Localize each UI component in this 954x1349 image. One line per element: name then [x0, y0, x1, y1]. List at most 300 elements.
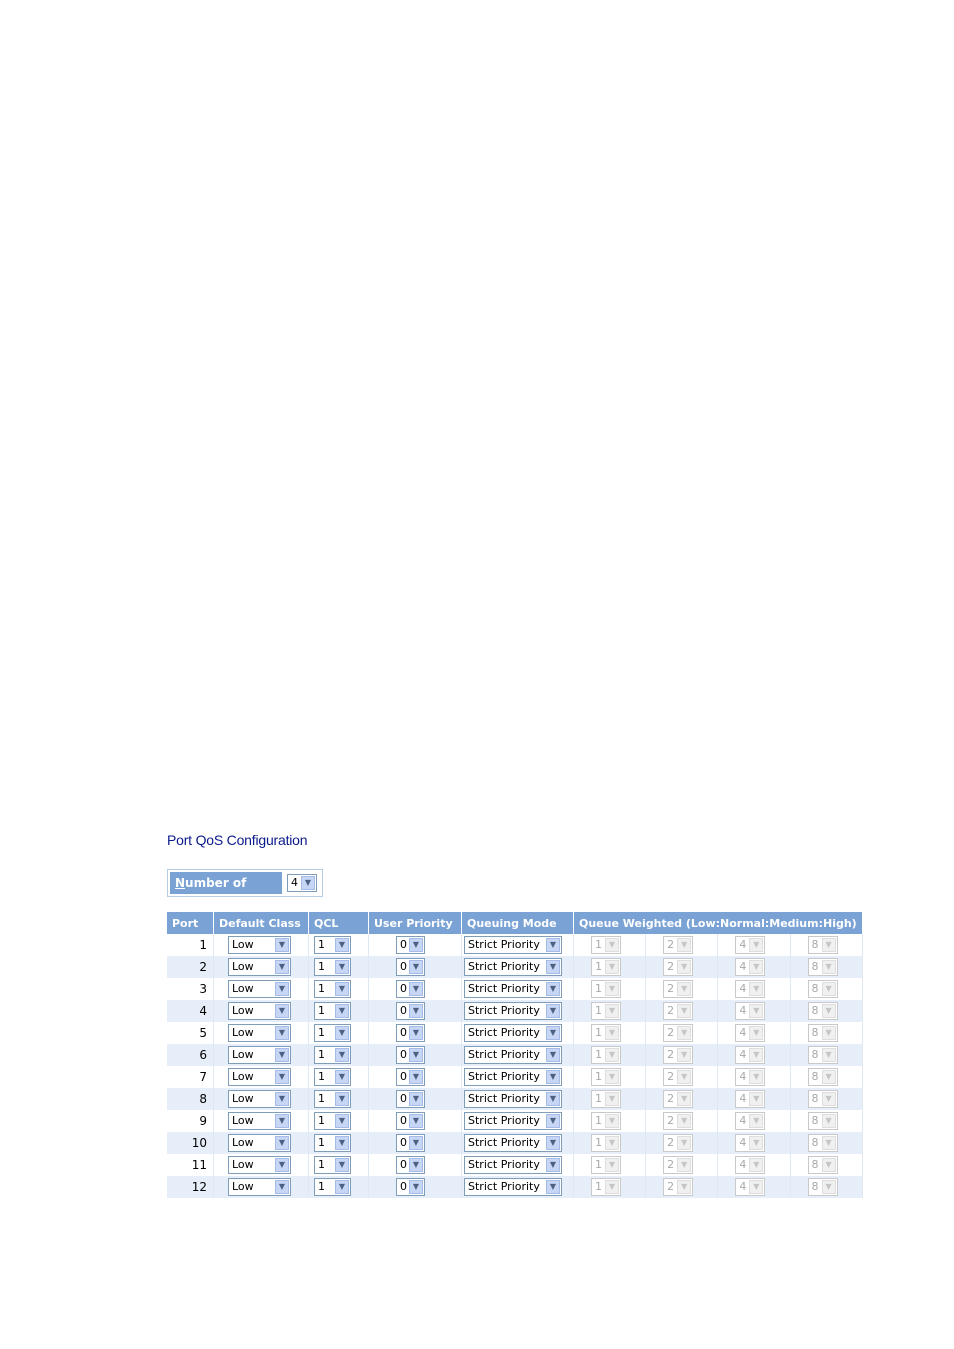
chevron-down-icon: ▼ [749, 1180, 763, 1194]
col-user-priority: User Priority [369, 912, 462, 934]
default-class-cell [214, 1022, 309, 1044]
default-class-cell [214, 1066, 309, 1088]
user-priority-select[interactable] [396, 1134, 425, 1152]
user-priority-value: 0 [400, 1004, 407, 1017]
weight-low-value: 1 [595, 938, 602, 951]
chevron-down-icon: ▼ [275, 960, 289, 974]
number-of-classes-value: 4 [291, 876, 298, 889]
weight-normal-value: 2 [667, 1026, 675, 1039]
weight-medium-value: 4 [739, 1136, 747, 1149]
chevron-down-icon: ▼ [749, 1026, 763, 1040]
weight-low-select [591, 1134, 621, 1152]
user-priority-select[interactable] [396, 1178, 425, 1196]
weight-normal-cell [646, 978, 718, 1000]
default-class-cell [214, 1044, 309, 1066]
weight-medium-value: 4 [739, 1180, 747, 1193]
queuing-mode-select[interactable] [464, 958, 562, 976]
chevron-down-icon: ▼ [275, 938, 289, 952]
chevron-down-icon: ▼ [605, 1070, 619, 1084]
weight-low-cell [574, 1088, 646, 1110]
user-priority-select[interactable] [396, 1090, 425, 1108]
weight-normal-select [663, 1156, 693, 1174]
user-priority-value: 0 [400, 938, 407, 951]
weight-medium-select [735, 958, 765, 976]
chevron-down-icon: ▼ [546, 1004, 560, 1018]
chevron-down-icon: ▼ [677, 982, 691, 996]
qcl-value: 1 [318, 1048, 325, 1061]
queuing-mode-value: Strict Priority [468, 1026, 540, 1039]
weight-high-cell [790, 1132, 862, 1154]
table-row [167, 934, 862, 956]
weight-low-cell [574, 1066, 646, 1088]
weight-high-select [808, 1112, 838, 1130]
weight-high-cell [790, 1022, 862, 1044]
qcl-select[interactable] [314, 980, 351, 998]
weight-normal-value: 2 [667, 1158, 675, 1171]
table-row [167, 1110, 862, 1132]
default-class-cell [214, 978, 309, 1000]
qcl-cell [309, 978, 369, 1000]
default-class-cell [214, 956, 309, 978]
weight-low-cell [574, 1176, 646, 1198]
qcl-select[interactable] [314, 1134, 351, 1152]
weight-low-select [591, 958, 621, 976]
default-class-value: Low [232, 960, 254, 973]
queuing-mode-value: Strict Priority [468, 982, 540, 995]
chevron-down-icon: ▼ [822, 1048, 836, 1062]
weight-medium-cell [718, 1088, 790, 1110]
chevron-down-icon: ▼ [409, 982, 423, 996]
weight-normal-select [663, 936, 693, 954]
table-header-row [167, 912, 862, 934]
qcl-select[interactable] [314, 1090, 351, 1108]
default-class-select[interactable] [228, 1156, 291, 1174]
qcl-cell [309, 1066, 369, 1088]
queuing-mode-select[interactable] [464, 1068, 562, 1086]
chevron-down-icon: ▼ [677, 1048, 691, 1062]
weight-normal-select [663, 958, 693, 976]
weight-medium-cell [718, 1132, 790, 1154]
qcl-cell [309, 934, 369, 956]
chevron-down-icon: ▼ [605, 960, 619, 974]
queuing-mode-cell [462, 1110, 574, 1132]
user-priority-cell [369, 1066, 462, 1088]
default-class-select[interactable] [228, 1024, 291, 1042]
chevron-down-icon: ▼ [677, 1004, 691, 1018]
weight-low-value: 1 [595, 1070, 602, 1083]
page-title: Port QoS Configuration [167, 832, 308, 848]
queuing-mode-select[interactable] [464, 1002, 562, 1020]
weight-low-select [591, 1068, 621, 1086]
chevron-down-icon: ▼ [749, 1004, 763, 1018]
weight-normal-cell [646, 1088, 718, 1110]
chevron-down-icon: ▼ [335, 1070, 349, 1084]
qcl-select[interactable] [314, 1178, 351, 1196]
chevron-down-icon: ▼ [335, 1136, 349, 1150]
queuing-mode-cell [462, 1154, 574, 1176]
user-priority-value: 0 [400, 960, 407, 973]
chevron-down-icon: ▼ [546, 1136, 560, 1150]
number-of-classes-select[interactable] [287, 874, 317, 892]
weight-low-cell [574, 1022, 646, 1044]
weight-medium-select [735, 1090, 765, 1108]
chevron-down-icon: ▼ [822, 1136, 836, 1150]
weight-normal-cell [646, 1044, 718, 1066]
chevron-down-icon: ▼ [546, 1070, 560, 1084]
queuing-mode-select[interactable] [464, 1046, 562, 1064]
chevron-down-icon: ▼ [749, 938, 763, 952]
user-priority-cell [369, 1176, 462, 1198]
weight-medium-cell [718, 1044, 790, 1066]
weight-normal-value: 2 [667, 1180, 675, 1193]
chevron-down-icon: ▼ [409, 1114, 423, 1128]
default-class-select[interactable] [228, 1068, 291, 1086]
chevron-down-icon: ▼ [605, 1048, 619, 1062]
qcl-select[interactable] [314, 958, 351, 976]
port-number: 4 [167, 1000, 214, 1022]
weight-high-value: 8 [811, 1114, 819, 1127]
chevron-down-icon: ▼ [605, 1158, 619, 1172]
queuing-mode-cell [462, 934, 574, 956]
user-priority-value: 0 [400, 1180, 407, 1193]
weight-normal-cell [646, 1110, 718, 1132]
weight-normal-select [663, 1046, 693, 1064]
weight-normal-value: 2 [667, 938, 675, 951]
table-row [167, 1154, 862, 1176]
weight-normal-value: 2 [667, 960, 675, 973]
chevron-down-icon: ▼ [749, 1048, 763, 1062]
chevron-down-icon: ▼ [822, 1180, 836, 1194]
weight-high-select [808, 1178, 838, 1196]
table-row [167, 1000, 862, 1022]
user-priority-select[interactable] [396, 958, 425, 976]
default-class-cell [214, 1110, 309, 1132]
queuing-mode-value: Strict Priority [468, 1180, 540, 1193]
qcl-value: 1 [318, 1026, 325, 1039]
qcl-select[interactable] [314, 1112, 351, 1130]
weight-high-select [808, 980, 838, 998]
chevron-down-icon: ▼ [546, 1048, 560, 1062]
weight-low-cell [574, 1132, 646, 1154]
user-priority-cell [369, 956, 462, 978]
queuing-mode-select[interactable] [464, 1178, 562, 1196]
port-number: 3 [167, 978, 214, 1000]
chevron-down-icon: ▼ [275, 1004, 289, 1018]
chevron-down-icon: ▼ [749, 1136, 763, 1150]
chevron-down-icon: ▼ [546, 1158, 560, 1172]
chevron-down-icon: ▼ [546, 1114, 560, 1128]
weight-low-cell [574, 934, 646, 956]
default-class-select[interactable] [228, 958, 291, 976]
col-default-class: Default Class [214, 912, 309, 934]
queuing-mode-value: Strict Priority [468, 1004, 540, 1017]
default-class-select[interactable] [228, 1134, 291, 1152]
weight-high-cell [790, 1044, 862, 1066]
port-number: 11 [167, 1154, 214, 1176]
chevron-down-icon: ▼ [822, 1004, 836, 1018]
weight-medium-value: 4 [739, 1114, 747, 1127]
chevron-down-icon: ▼ [335, 960, 349, 974]
queuing-mode-select[interactable] [464, 1156, 562, 1174]
weight-normal-cell [646, 1154, 718, 1176]
weight-medium-select [735, 1024, 765, 1042]
weight-medium-value: 4 [739, 1092, 747, 1105]
chevron-down-icon: ▼ [546, 1092, 560, 1106]
weight-medium-cell [718, 1066, 790, 1088]
chevron-down-icon: ▼ [677, 1092, 691, 1106]
weight-medium-cell [718, 1000, 790, 1022]
qcl-cell [309, 1132, 369, 1154]
col-qcl: QCL [309, 912, 369, 934]
table-row [167, 1088, 862, 1110]
weight-medium-value: 4 [739, 1070, 747, 1083]
chevron-down-icon: ▼ [822, 1092, 836, 1106]
chevron-down-icon: ▼ [605, 1026, 619, 1040]
user-priority-cell [369, 978, 462, 1000]
default-class-cell [214, 1132, 309, 1154]
user-priority-cell [369, 1132, 462, 1154]
weight-medium-select [735, 1134, 765, 1152]
weight-high-select [808, 1134, 838, 1152]
user-priority-select[interactable] [396, 1112, 425, 1130]
queuing-mode-select[interactable] [464, 980, 562, 998]
weight-medium-value: 4 [739, 1048, 747, 1061]
chevron-down-icon: ▼ [409, 938, 423, 952]
chevron-down-icon: ▼ [546, 938, 560, 952]
queuing-mode-value: Strict Priority [468, 1070, 540, 1083]
user-priority-value: 0 [400, 1114, 407, 1127]
chevron-down-icon: ▼ [822, 982, 836, 996]
default-class-select[interactable] [228, 1046, 291, 1064]
user-priority-cell [369, 934, 462, 956]
weight-low-cell [574, 1000, 646, 1022]
chevron-down-icon: ▼ [677, 960, 691, 974]
chevron-down-icon: ▼ [822, 960, 836, 974]
weight-high-value: 8 [811, 1136, 819, 1149]
weight-high-select [808, 1046, 838, 1064]
weight-high-cell [790, 1110, 862, 1132]
default-class-select[interactable] [228, 1002, 291, 1020]
label-text: umber of Classes [175, 876, 247, 912]
weight-high-select [808, 958, 838, 976]
user-priority-select[interactable] [396, 1068, 425, 1086]
weight-low-select [591, 1178, 621, 1196]
weight-high-cell [790, 1154, 862, 1176]
chevron-down-icon: ▼ [335, 1158, 349, 1172]
user-priority-cell [369, 1154, 462, 1176]
table-body [167, 934, 862, 1198]
weight-low-cell [574, 978, 646, 1000]
queuing-mode-value: Strict Priority [468, 938, 540, 951]
weight-normal-select [663, 1068, 693, 1086]
chevron-down-icon: ▼ [409, 1026, 423, 1040]
qcl-select[interactable] [314, 1046, 351, 1064]
user-priority-cell [369, 1022, 462, 1044]
queuing-mode-select[interactable] [464, 1090, 562, 1108]
qcl-select[interactable] [314, 1024, 351, 1042]
weight-high-select [808, 1024, 838, 1042]
weight-low-value: 1 [595, 1158, 602, 1171]
chevron-down-icon: ▼ [275, 982, 289, 996]
weight-high-cell [790, 1066, 862, 1088]
weight-normal-select [663, 1090, 693, 1108]
weight-low-cell [574, 1044, 646, 1066]
chevron-down-icon: ▼ [749, 960, 763, 974]
chevron-down-icon: ▼ [275, 1026, 289, 1040]
table-row [167, 956, 862, 978]
chevron-down-icon: ▼ [275, 1114, 289, 1128]
user-priority-select[interactable] [396, 1046, 425, 1064]
weight-normal-value: 2 [667, 1136, 675, 1149]
default-class-select[interactable] [228, 936, 291, 954]
user-priority-value: 0 [400, 1092, 407, 1105]
chevron-down-icon: ▼ [677, 1158, 691, 1172]
col-queuing-mode: Queuing Mode [462, 912, 574, 934]
weight-normal-value: 2 [667, 1048, 675, 1061]
chevron-down-icon: ▼ [677, 1114, 691, 1128]
number-of-classes-panel [167, 869, 323, 912]
label-access-key: N [175, 876, 186, 890]
queuing-mode-cell [462, 978, 574, 1000]
port-number: 12 [167, 1176, 214, 1198]
table-row [167, 978, 862, 1000]
queuing-mode-select[interactable] [464, 936, 562, 954]
default-class-select[interactable] [228, 1178, 291, 1196]
chevron-down-icon: ▼ [275, 1092, 289, 1106]
chevron-down-icon: ▼ [275, 1180, 289, 1194]
weight-normal-value: 2 [667, 982, 675, 995]
weight-medium-select [735, 1002, 765, 1020]
weight-normal-select [663, 1024, 693, 1042]
weight-medium-value: 4 [739, 1004, 747, 1017]
qcl-cell [309, 1000, 369, 1022]
chevron-down-icon: ▼ [275, 1158, 289, 1172]
weight-medium-select [735, 1178, 765, 1196]
user-priority-select[interactable] [396, 1024, 425, 1042]
qcl-select[interactable] [314, 1068, 351, 1086]
weight-medium-cell [718, 1176, 790, 1198]
qcl-cell [309, 956, 369, 978]
queuing-mode-select[interactable] [464, 1134, 562, 1152]
weight-low-value: 1 [595, 1026, 602, 1039]
qcl-select[interactable] [314, 936, 351, 954]
chevron-down-icon: ▼ [546, 1026, 560, 1040]
weight-high-select [808, 1090, 838, 1108]
weight-low-cell [574, 956, 646, 978]
weight-low-value: 1 [595, 960, 602, 973]
weight-high-value: 8 [811, 938, 819, 951]
qcl-select[interactable] [314, 1002, 351, 1020]
queuing-mode-cell [462, 1022, 574, 1044]
user-priority-select[interactable] [396, 1002, 425, 1020]
queuing-mode-select[interactable] [464, 1024, 562, 1042]
table-row [167, 1176, 862, 1198]
queuing-mode-cell [462, 1066, 574, 1088]
default-class-value: Low [232, 1158, 254, 1171]
chevron-down-icon: ▼ [677, 1070, 691, 1084]
chevron-down-icon: ▼ [822, 1026, 836, 1040]
qcl-cell [309, 1176, 369, 1198]
qcl-cell [309, 1044, 369, 1066]
chevron-down-icon: ▼ [749, 1114, 763, 1128]
qcl-value: 1 [318, 1136, 325, 1149]
weight-low-select [591, 980, 621, 998]
qcl-cell [309, 1154, 369, 1176]
user-priority-value: 0 [400, 1026, 407, 1039]
weight-medium-cell [718, 956, 790, 978]
user-priority-value: 0 [400, 1158, 407, 1171]
weight-normal-select [663, 1112, 693, 1130]
port-number: 2 [167, 956, 214, 978]
weight-medium-cell [718, 1154, 790, 1176]
user-priority-value: 0 [400, 1048, 407, 1061]
default-class-value: Low [232, 1026, 254, 1039]
port-number: 9 [167, 1110, 214, 1132]
user-priority-value: 0 [400, 982, 407, 995]
chevron-down-icon: ▼ [409, 1048, 423, 1062]
queuing-mode-cell [462, 1176, 574, 1198]
queuing-mode-cell [462, 1088, 574, 1110]
port-number: 5 [167, 1022, 214, 1044]
default-class-cell [214, 1154, 309, 1176]
default-class-select[interactable] [228, 1112, 291, 1130]
port-number: 1 [167, 934, 214, 956]
number-of-classes-label [170, 872, 282, 912]
chevron-down-icon: ▼ [605, 938, 619, 952]
chevron-down-icon: ▼ [275, 1070, 289, 1084]
chevron-down-icon: ▼ [409, 1070, 423, 1084]
weight-low-value: 1 [595, 1114, 602, 1127]
chevron-down-icon: ▼ [301, 876, 315, 890]
queuing-mode-cell [462, 1132, 574, 1154]
user-priority-select[interactable] [396, 1156, 425, 1174]
user-priority-cell [369, 1110, 462, 1132]
user-priority-select[interactable] [396, 980, 425, 998]
queuing-mode-cell [462, 956, 574, 978]
queuing-mode-select[interactable] [464, 1112, 562, 1130]
qcl-cell [309, 1110, 369, 1132]
weight-normal-cell [646, 1022, 718, 1044]
weight-medium-cell [718, 1110, 790, 1132]
weight-normal-cell [646, 956, 718, 978]
default-class-select[interactable] [228, 1090, 291, 1108]
col-queue-weighted: Queue Weighted (Low:Normal:Medium:High) [574, 912, 863, 934]
user-priority-value: 0 [400, 1136, 407, 1149]
weight-high-value: 8 [811, 1070, 819, 1083]
chevron-down-icon: ▼ [605, 1004, 619, 1018]
chevron-down-icon: ▼ [605, 1180, 619, 1194]
user-priority-value: 0 [400, 1070, 407, 1083]
weight-medium-value: 4 [739, 960, 747, 973]
qcl-value: 1 [318, 938, 325, 951]
default-class-select[interactable] [228, 980, 291, 998]
chevron-down-icon: ▼ [409, 1180, 423, 1194]
chevron-down-icon: ▼ [335, 1004, 349, 1018]
user-priority-select[interactable] [396, 936, 425, 954]
weight-high-cell [790, 1176, 862, 1198]
chevron-down-icon: ▼ [822, 938, 836, 952]
weight-normal-cell [646, 1176, 718, 1198]
qcl-value: 1 [318, 982, 325, 995]
chevron-down-icon: ▼ [335, 1048, 349, 1062]
weight-high-select [808, 1068, 838, 1086]
port-number: 7 [167, 1066, 214, 1088]
weight-low-select [591, 1002, 621, 1020]
queuing-mode-cell [462, 1044, 574, 1066]
chevron-down-icon: ▼ [749, 1158, 763, 1172]
qcl-select[interactable] [314, 1156, 351, 1174]
weight-high-value: 8 [811, 1004, 819, 1017]
